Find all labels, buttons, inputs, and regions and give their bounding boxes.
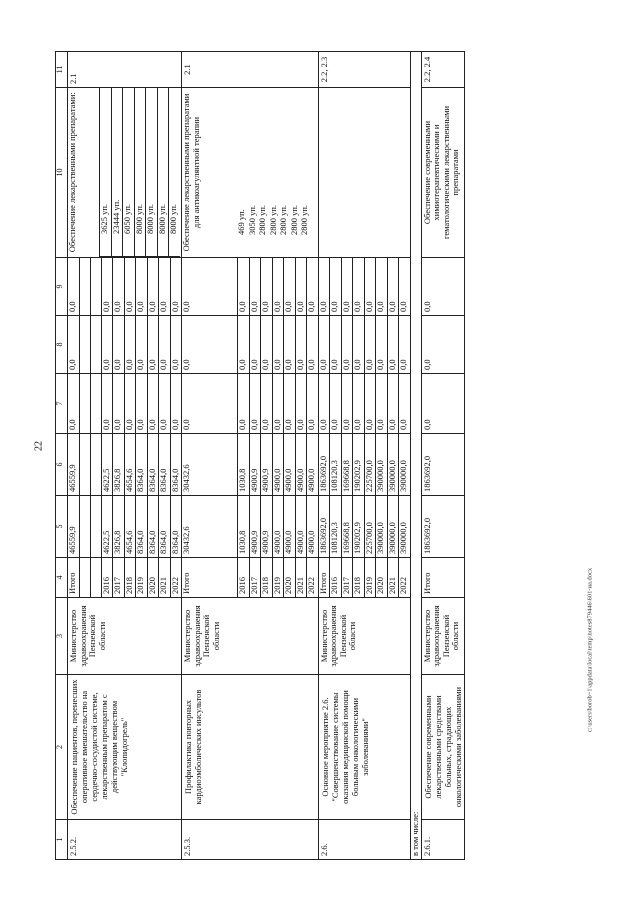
row-code: 2.6.	[318, 820, 410, 860]
value-cell: 0,0	[272, 374, 284, 433]
total-value: 30432,6	[181, 526, 191, 554]
value-cell: 0,0	[249, 316, 261, 373]
values-col8	[182, 316, 319, 374]
value-cell: 0,0	[101, 374, 113, 433]
value-cell: 8364,0	[147, 434, 159, 495]
table-row	[318, 52, 410, 860]
years-column	[68, 558, 182, 598]
value-cell: 4900,9	[249, 434, 261, 495]
result-cell: 3050 уп.	[246, 204, 257, 235]
values-col7	[318, 374, 410, 434]
result-column	[182, 88, 319, 258]
value-cell: 1863692,0	[421, 496, 464, 558]
value-cell: 169668,8	[341, 434, 353, 495]
values-col7	[68, 374, 182, 434]
value-cell: 0,0	[353, 316, 365, 373]
year-cell: 2018	[353, 558, 365, 597]
values-col8	[68, 316, 182, 374]
result-cell: 8000 уп.	[134, 88, 146, 257]
indicator-cell: 2.2, 2.4	[421, 52, 464, 88]
col-number: 3	[56, 598, 68, 675]
value-cell: 4900,9	[261, 434, 273, 495]
value-cell: 8364,0	[159, 434, 171, 495]
result-cell: 2800 уп.	[299, 204, 310, 235]
value-cell: 8364,0	[136, 434, 148, 495]
year-cell: 2021	[387, 558, 399, 597]
value-cell: 225700,0	[364, 496, 376, 557]
value-cell: 8364,0	[159, 496, 171, 557]
row-code: 2.5.3.	[182, 820, 319, 860]
result-cell-empty	[318, 88, 410, 258]
including-row	[410, 52, 421, 860]
activity-name: Профилактика повторных кардиоэмболических инсультов	[182, 675, 319, 820]
total-label: Итого	[67, 572, 78, 594]
value-cell: 4900,0	[307, 496, 318, 557]
values-col6	[182, 434, 319, 496]
total-value: 1863692,0	[317, 455, 328, 492]
value-cell: 4900,9	[249, 496, 261, 557]
col-number: 8	[56, 316, 68, 374]
value-cell: 4900,0	[284, 434, 296, 495]
value-cell: 0,0	[147, 316, 159, 373]
value-cell: 0,0	[364, 316, 376, 373]
col-number: 5	[56, 496, 68, 558]
value-cell: 0,0	[124, 258, 136, 315]
value-cell: 0,0	[330, 316, 342, 373]
blank-line	[79, 558, 90, 597]
value-cell: 169668,8	[341, 496, 353, 557]
value-cell: 390000,0	[399, 496, 410, 557]
col-number: 4	[56, 558, 68, 598]
result-title: Обеспечение лекарственными препаратами:	[67, 92, 77, 253]
value-cell: 0,0	[170, 258, 181, 315]
year-cell: 2016	[330, 558, 342, 597]
values-col9	[318, 258, 410, 316]
activity-name: Обеспечение пациентов, перенесших оперативное вмешательство на сердечно-сосудистой системе, лекарственным препаратом с действующим веществом "Клопидогрель"	[68, 675, 182, 820]
value-cell: 0,0	[341, 316, 353, 373]
value-cell: 0,0	[330, 258, 342, 315]
year-cell: 2022	[399, 558, 410, 597]
value-cell: 0,0	[387, 374, 399, 433]
col-number: 7	[56, 374, 68, 434]
executor: Министерство здравоохранения Пензенской области	[421, 598, 464, 675]
value-cell: 0,0	[341, 374, 353, 433]
value-cell: 8364,0	[170, 434, 181, 495]
value-cell: 0,0	[101, 316, 113, 373]
total-label: Итого	[317, 572, 328, 594]
value-cell: 4900,0	[272, 496, 284, 557]
values-col5	[318, 496, 410, 558]
value-cell: 0,0	[170, 316, 181, 373]
values-col8	[318, 316, 410, 374]
total-label: Итого	[181, 572, 191, 594]
col-number: 2	[56, 675, 68, 820]
col-number: 11	[56, 52, 68, 88]
value-cell: 4900,0	[284, 496, 296, 557]
indicator-cell: 2.1	[182, 52, 319, 88]
value-cell: 0,0	[261, 316, 273, 373]
blank-line	[79, 316, 90, 373]
value-cell: 108120,3	[330, 434, 342, 495]
result-column	[68, 88, 182, 258]
value-cell: 4622,5	[101, 496, 113, 557]
value-cell: 0,0	[124, 316, 136, 373]
blank-line	[90, 374, 101, 433]
value-cell: 0,0	[159, 258, 171, 315]
blank-line	[90, 496, 101, 557]
value-cell: 0,0	[295, 316, 307, 373]
value-cell: 0,0	[124, 374, 136, 433]
value-cell: 0,0	[147, 374, 159, 433]
value-cell: 0,0	[238, 258, 250, 315]
row-code: 2.6.1.	[421, 820, 464, 860]
value-cell: 0,0	[364, 258, 376, 315]
value-cell: 0,0	[353, 258, 365, 315]
value-cell: 4900,0	[307, 434, 318, 495]
year-cell: 2021	[295, 558, 307, 597]
total-value: 0,0	[181, 301, 191, 312]
value-cell: 0,0	[113, 374, 125, 433]
value-cell: 108120,3	[330, 496, 342, 557]
col-number: 10	[56, 88, 68, 258]
values-col6	[68, 434, 182, 496]
total-value: 0,0	[67, 419, 78, 430]
result-cell: 2800 уп.	[267, 204, 278, 235]
value-cell: 8364,0	[136, 496, 148, 557]
value-cell: 4622,5	[101, 434, 113, 495]
total-value: 0,0	[67, 359, 78, 370]
value-cell: 0,0	[261, 374, 273, 433]
value-cell: 1030,8	[238, 434, 250, 495]
value-cell: 390000,0	[376, 496, 388, 557]
including-label: в том числе:	[410, 52, 421, 860]
value-cell: 0,0	[421, 258, 464, 316]
value-cell: 0,0	[249, 374, 261, 433]
year-cell: 2020	[147, 558, 159, 597]
values-col5	[182, 496, 319, 558]
year-cell: 2019	[364, 558, 376, 597]
value-cell: 0,0	[159, 316, 171, 373]
value-cell: 0,0	[284, 374, 296, 433]
value-cell: 8364,0	[170, 496, 181, 557]
total-value: 0,0	[317, 301, 328, 312]
result-text: Обеспечение современными химиотерапевтическими и гематологическими лекарственными препаратами	[421, 88, 464, 258]
value-cell: 0,0	[421, 374, 464, 434]
value-cell: 4654,6	[124, 434, 136, 495]
value-cell: 3826,8	[113, 496, 125, 557]
total-value: 46559,9	[67, 526, 78, 554]
total-label: Итого	[421, 558, 464, 598]
value-cell: 0,0	[387, 258, 399, 315]
executor: Министерство здравоохранения Пензенской области	[182, 598, 319, 675]
column-numbers-row	[56, 52, 68, 860]
value-cell: 0,0	[307, 374, 318, 433]
col-number: 9	[56, 258, 68, 316]
value-cell: 0,0	[387, 316, 399, 373]
value-cell: 0,0	[364, 374, 376, 433]
result-title: Обеспечение лекарственными препаратами для антикоагулянтной терапии	[181, 93, 201, 252]
total-value: 0,0	[317, 359, 328, 370]
value-cell: 4900,9	[261, 496, 273, 557]
col-number: 1	[56, 820, 68, 860]
value-cell: 0,0	[376, 258, 388, 315]
value-cell: 0,0	[261, 258, 273, 315]
values-col9	[68, 258, 182, 316]
rotated-page-content	[55, 52, 585, 860]
value-cell: 225700,0	[364, 434, 376, 495]
value-cell: 0,0	[330, 374, 342, 433]
value-cell: 0,0	[272, 258, 284, 315]
result-cell: 2800 уп.	[278, 204, 289, 235]
total-value: 0,0	[181, 419, 191, 430]
result-cell: 469 уп.	[236, 209, 247, 235]
value-cell: 0,0	[353, 374, 365, 433]
program-table	[55, 51, 465, 860]
year-cell: 2016	[101, 558, 113, 597]
year-cell: 2017	[341, 558, 353, 597]
value-cell: 0,0	[307, 258, 318, 315]
footer-file-path: c:\users\borob~1\appdata\local\temp\notes879446\601-на.docx	[586, 567, 594, 733]
value-cell: 0,0	[170, 374, 181, 433]
blank-line	[79, 496, 90, 557]
value-cell: 0,0	[147, 258, 159, 315]
values-col5	[68, 496, 182, 558]
result-cell: 3625 уп.	[100, 88, 112, 257]
activity-name: Основное мероприятие 2.6. "Совершенствование системы оказания медицинской помощи больным онкологическими заболеваниями"	[318, 675, 410, 820]
value-cell: 3826,8	[113, 434, 125, 495]
year-cell: 2020	[376, 558, 388, 597]
value-cell: 0,0	[249, 258, 261, 315]
value-cell: 0,0	[136, 316, 148, 373]
indicator-cell: 2.2, 2.3	[318, 52, 410, 88]
years-column	[318, 558, 410, 598]
year-cell: 2022	[170, 558, 181, 597]
table-row	[68, 52, 182, 860]
year-cell: 2017	[249, 558, 261, 597]
value-cell: 190202,9	[353, 434, 365, 495]
blank-line	[79, 374, 90, 433]
executor: Министерство здравоохранения Пензенской области	[68, 598, 182, 675]
value-cell: 0,0	[421, 316, 464, 374]
total-value: 30432,6	[181, 464, 191, 492]
value-cell: 0,0	[341, 258, 353, 315]
value-cell: 0,0	[113, 316, 125, 373]
year-cell: 2020	[284, 558, 296, 597]
total-value: 0,0	[67, 301, 78, 312]
value-cell: 1863692,0	[421, 434, 464, 496]
value-cell: 0,0	[295, 258, 307, 315]
executor: Министерство здравоохранения Пензенской области	[318, 598, 410, 675]
result-cell: 8000 уп.	[146, 88, 158, 257]
value-cell: 0,0	[113, 258, 125, 315]
indicator-cell: 2.1	[68, 52, 182, 88]
values-col7	[182, 374, 319, 434]
value-cell: 0,0	[136, 374, 148, 433]
total-value: 0,0	[181, 359, 191, 370]
value-cell: 1030,8	[238, 496, 250, 557]
result-cell: 8000 уп.	[169, 88, 180, 257]
years-column	[182, 558, 319, 598]
value-cell: 190202,9	[353, 496, 365, 557]
value-cell: 0,0	[238, 316, 250, 373]
year-cell: 2018	[261, 558, 273, 597]
year-cell: 2017	[113, 558, 125, 597]
value-cell: 0,0	[376, 316, 388, 373]
total-value: 1863692,0	[317, 517, 328, 554]
value-cell: 390000,0	[387, 434, 399, 495]
year-cell: 2022	[307, 558, 318, 597]
value-cell: 0,0	[238, 374, 250, 433]
row-code: 2.5.2.	[68, 820, 182, 860]
result-cell: 2800 уп.	[257, 204, 268, 235]
result-cell: 8000 уп.	[157, 88, 169, 257]
value-cell: 0,0	[284, 316, 296, 373]
value-cell: 390000,0	[387, 496, 399, 557]
value-cell: 0,0	[399, 374, 410, 433]
value-cell: 0,0	[159, 374, 171, 433]
value-cell: 0,0	[101, 258, 113, 315]
result-cell: 2800 уп.	[288, 204, 299, 235]
blank-line	[79, 434, 90, 495]
blank-line	[90, 558, 101, 597]
value-cell: 0,0	[295, 374, 307, 433]
values-col6	[318, 434, 410, 496]
blank-line	[79, 258, 90, 315]
value-cell: 4900,0	[295, 496, 307, 557]
blank-line	[90, 316, 101, 373]
value-cell: 4900,0	[295, 434, 307, 495]
value-cell: 0,0	[399, 258, 410, 315]
col-number: 6	[56, 434, 68, 496]
value-cell: 0,0	[272, 316, 284, 373]
year-cell: 2018	[124, 558, 136, 597]
year-cell: 2021	[159, 558, 171, 597]
value-cell: 4654,6	[124, 496, 136, 557]
year-cell: 2016	[238, 558, 250, 597]
value-cell: 0,0	[307, 316, 318, 373]
page-number: 22	[33, 441, 45, 451]
table-row	[421, 52, 464, 860]
value-cell: 0,0	[376, 374, 388, 433]
value-cell: 390000,0	[376, 434, 388, 495]
total-value: 46559,9	[67, 464, 78, 492]
result-cell: 23444 уп.	[111, 88, 123, 257]
values-col9	[182, 258, 319, 316]
table-row	[182, 52, 319, 860]
year-cell: 2019	[272, 558, 284, 597]
value-cell: 390000,0	[399, 434, 410, 495]
value-cell: 4900,0	[272, 434, 284, 495]
blank-line	[90, 434, 101, 495]
value-cell: 0,0	[399, 316, 410, 373]
result-cell: 6050 уп.	[123, 88, 135, 257]
activity-name: Обеспечение современными лекарственными средствами больных, страдающих онкологическими заболеваниями	[421, 675, 464, 820]
year-cell: 2019	[136, 558, 148, 597]
total-value: 0,0	[317, 419, 328, 430]
blank-line	[90, 258, 101, 315]
value-cell: 8364,0	[147, 496, 159, 557]
value-cell: 0,0	[136, 258, 148, 315]
value-cell: 0,0	[284, 258, 296, 315]
